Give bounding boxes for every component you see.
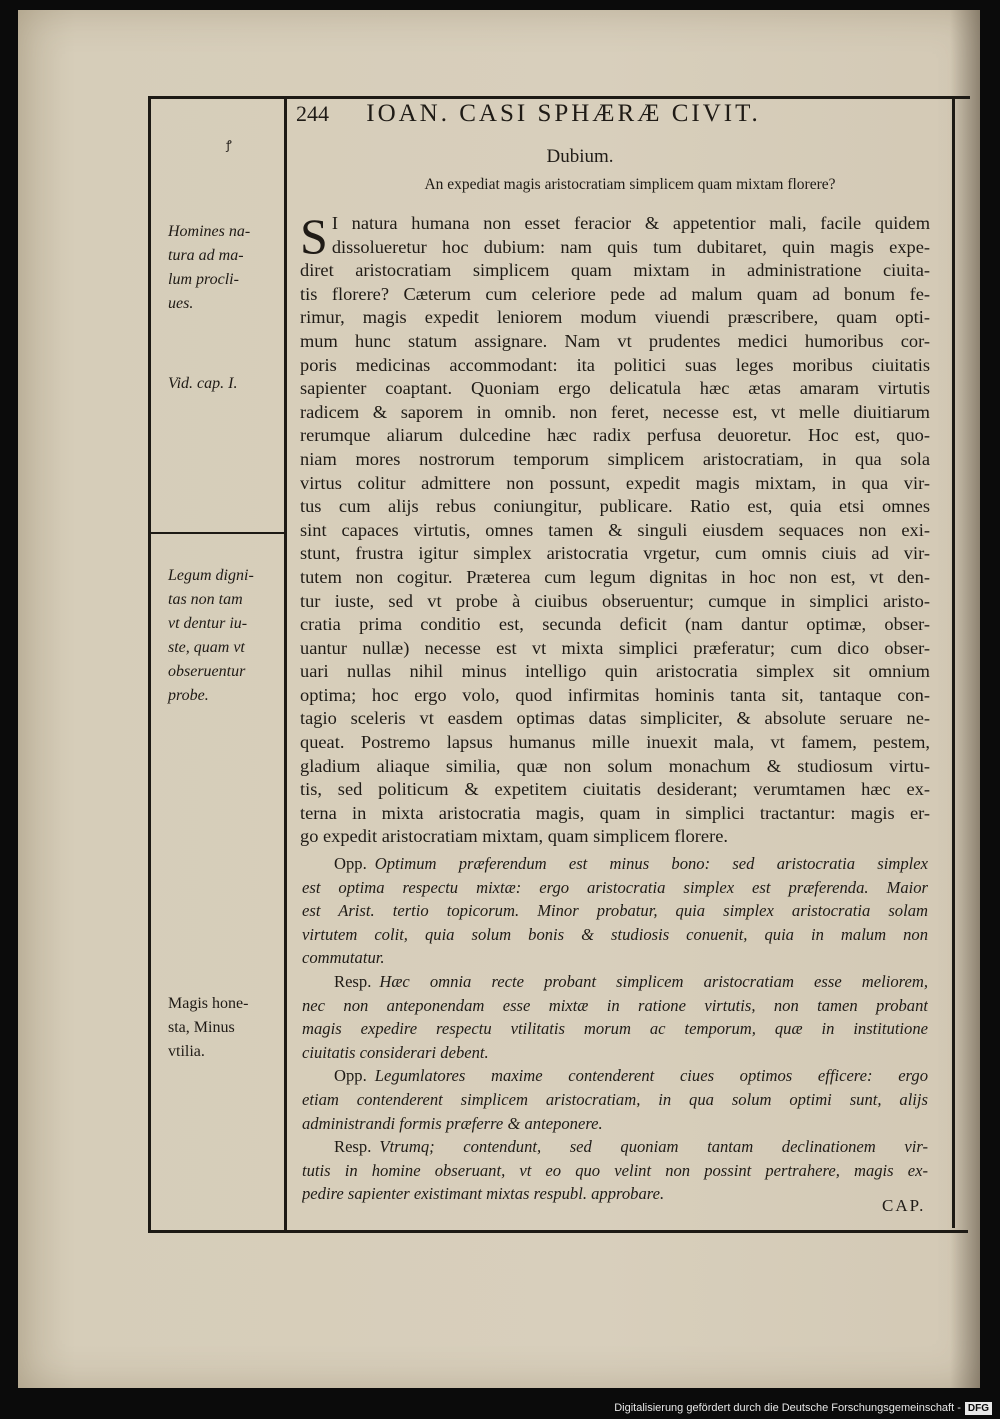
response-line: nec non anteponendam esse mixtæ in ratione virtutis, non tamen probant [302, 995, 928, 1015]
response-line: ciuitatis considerari debent. [302, 1042, 489, 1062]
body-line: tutem non cogitur. Præterea cum legum dignitas in hoc non est, vt den- [300, 566, 930, 587]
body-line: stunt, frustra igitur simplex aristocratia vrgetur, cum omnis ciuis ad vir- [300, 543, 930, 564]
objection-label: Opp. [334, 854, 367, 873]
margin-note-vid-cap: Vid. cap. I. [168, 375, 238, 392]
body-line: diret aristocratiam simplicem quam mixtam in administratione ciuita- [300, 260, 930, 281]
body-line: optima; hoc ergo volo, quod infirmitas hominis tanta sit, tantaque con- [300, 684, 930, 705]
body-line: mum hunc statum assignare. Nam vt prudentes medici humoribus cor- [300, 330, 930, 351]
objection-line: commutatur. [302, 948, 385, 968]
body-line: tagio sceleris vt easdem optimas datas simpliciter, & absolute seruare ne- [300, 708, 930, 729]
section-title: Dubium. [546, 146, 614, 167]
body-line: rimur, magis expedit leniorem modum viuendi præscribere, quam opti- [300, 307, 930, 328]
response-line: Resp. Hæc omnia recte probant simplicem aristocratiam esse meliorem, [334, 971, 928, 991]
body-line: tis florere? Cæterum cum celeriore pede ad malum quam ad bonum fe- [300, 283, 930, 304]
response-label: Resp. [334, 1137, 372, 1157]
response-line: Resp. Vtrumq; contendunt, sed quoniam tantam declinationem vir- [334, 1137, 928, 1157]
objection-line: virtutem colit, quia solum bonis & studiosis conuenit, quia in malum non [302, 924, 928, 944]
objections-block [302, 852, 928, 1206]
objection-label: Opp. [334, 1066, 367, 1086]
bottom-rule [148, 1230, 968, 1233]
catchword: CAP. [882, 1196, 926, 1215]
body-line: sint capaces virtutis, omnes tamen & singuli eiusdem sequaces non exi- [300, 519, 930, 540]
body-line: tus cum alijs rebus coniungitur, publicare. Ratio est, quia etsi omnes [300, 496, 930, 517]
right-rule [952, 96, 955, 1228]
body-line: niam mores nostrorum temporum simplicem aristocratiam, in qua sola [300, 448, 930, 469]
body-line: I natura humana non esset feracior & appetentior mali, facile quidem [331, 213, 930, 233]
body-line: rerumque aliarum dulcedine hæc radix perfusa deuoretur. Hoc est, quo- [300, 425, 930, 446]
response-label: Resp. [334, 971, 372, 991]
margin-separator-1 [150, 532, 286, 534]
body-line: queat. Postremo lapsus humanus mille inuexit mala, vt famem, pestem, [300, 732, 930, 753]
margin-tick-mark: ꝭ [226, 138, 232, 152]
objection-line: Opp. Optimum præferendum est minus bono: sed aristocratia simplex [334, 854, 928, 873]
top-rule [150, 96, 970, 99]
body-line: cratia prima conditio est, secunda deficit (nam dantur optimæ, obser- [300, 614, 930, 635]
body-line: radicem & saporem in omnib. non feret, necesse est, vt melle diuitiarum [300, 401, 930, 422]
body-line: dissolueretur hoc dubium: nam quis tum dubitaret, quin magis expe- [331, 236, 930, 257]
digitization-footer [600, 1399, 992, 1417]
body-line: uari nullas nihil minus intelligo quin aristocratia simplex sit omnium [300, 661, 930, 682]
body-line: sapienter coaptant. Quoniam ergo delicatula hæc ætas amaram virtutis [300, 378, 930, 399]
objection-line: administrandi formis præferre & anteponere. [302, 1113, 603, 1133]
page-number: 244 [296, 101, 329, 126]
body-line: virtus colitur admittere non possunt, expedit magis mixtam, in qua vir- [300, 472, 930, 493]
drop-cap: S [300, 208, 328, 264]
body-line: gladium aliaque similia, quæ non solum monachum & studiosum virtu- [300, 755, 930, 776]
running-header [296, 100, 856, 134]
main-paragraph [300, 208, 930, 849]
margin-note-magis-honesta: Magis hone- sta, Minus vtilia. [168, 995, 249, 1060]
objection-line: Opp. Legumlatores maxime contenderent ciues optimos efficere: ergo [334, 1066, 928, 1086]
question-heading: An expediat magis aristocratiam simplicem quam mixtam florere? [424, 176, 836, 193]
margin-note-homines: Homines na- tura ad ma- lum procli- ues. [168, 223, 251, 312]
body-line: tur iuste, sed vt probe à ciuibus obseruentur; cumque in simplici aristo- [300, 590, 930, 611]
response-line: pedire sapienter existimant mixtas respubl. approbare. [302, 1184, 665, 1204]
running-title: IOAN. CASI SPHÆRÆ CIVIT. [366, 100, 761, 127]
body-line: go expedit aristocratiam mixtam, quam simplicem florere. [300, 826, 728, 847]
body-line: poris medicinas accommodant: ita politici suas leges moribus ciuitatis [300, 354, 930, 375]
margin-note-legum-dignitas: Legum digni- tas non tam vt dentur iu- ste, quam vt obseruentur probe. [168, 567, 254, 704]
objection-line: etiam contenderent simplicem aristocratiam, in qua solum optimi sunt, alijs [302, 1089, 928, 1109]
body-line: tis, sed politicum & expetitem ciuitatis desiderant; verumtamen hæc ex- [300, 779, 930, 800]
response-line: magis expedire respectu vtilitatis morum ac temporum, quæ in institutione [302, 1019, 928, 1039]
dfg-logo: DFG [965, 1402, 992, 1415]
objection-line: est Arist. tertio topicorum. Minor probatur, quia simplex aristocratia solam [302, 901, 928, 921]
objection-line: est optima respectu mixtæ: ergo aristocratia simplex est præferenda. Maior [302, 877, 928, 897]
left-outer-rule [148, 96, 151, 1232]
response-line: tutis in homine obseruant, vt eo quo velint non possint pertrahere, magis ex- [302, 1160, 928, 1180]
body-line: terna in mixta aristocratia magis, quam in simplici tractantur: magis er- [300, 802, 930, 823]
body-line: uantur nullæ) necesse est vt mixta simplici præferatur; cum dico obser- [300, 637, 930, 658]
footer-text: Digitalisierung gefördert durch die Deutsche Forschungsgemeinschaft - [614, 1402, 961, 1414]
